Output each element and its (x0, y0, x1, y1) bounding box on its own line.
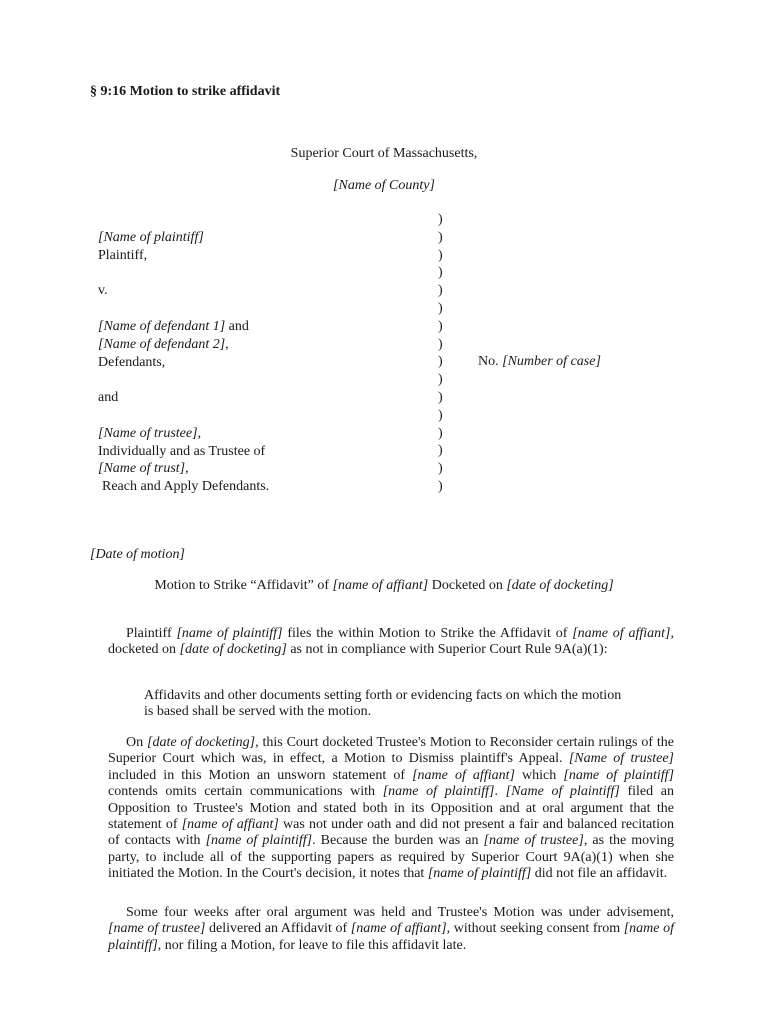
caption-bracket: ) (438, 283, 443, 299)
paragraph-1 (108, 626, 674, 659)
text-run: , this Court docketed Trustee's Motion to Reconsider certain rulings of the Superior Court which was, in effect, a Motion to Dismiss plaintiff's Appeal. (108, 735, 674, 767)
placeholder-run: [Name of trustee] (568, 751, 674, 767)
section-heading: § 9:16 Motion to strike affidavit (90, 84, 281, 99)
placeholder-run: [name of affiant] (350, 921, 447, 937)
text-run: , as the moving party, to include all of the supporting papers as required by Superior Court 9A(a)(1) when she initiated the Motion. In the Court's decision, it notes that (108, 833, 674, 882)
placeholder-run: [name of plaintiff] (382, 784, 495, 800)
motion-title-docketing: [date of docketing] (506, 578, 614, 593)
trust-comma: , (185, 461, 189, 477)
caption-bracket: ) (438, 461, 443, 477)
placeholder-run: [name of affiant] (412, 767, 515, 783)
text-run: as not in compliance with Superior Court Rule 9A(a)(1): (286, 642, 608, 658)
text-run: filed an Opposition to Trustee's Motion and stated both in its Opposition and at oral argument that the statement of (108, 784, 674, 833)
placeholder-run: [Name of plaintiff] (505, 784, 620, 800)
caption-bracket: ) (438, 229, 443, 245)
plaintiff-name: [Name of plaintiff] (98, 230, 204, 245)
motion-title-affiant: [name of affiant] (332, 578, 429, 593)
placeholder-run: [name of plaintiff] (205, 833, 313, 849)
caption-bracket: ) (438, 318, 443, 334)
caption-bracket: ) (438, 336, 443, 352)
text-run: , without seeking consent from (446, 921, 624, 937)
and-label: and (98, 390, 119, 406)
versus-label: v. (98, 283, 108, 299)
caption-bracket: ) (438, 212, 443, 227)
caption-bracket-column (438, 211, 443, 496)
caption-bracket: ) (438, 407, 443, 423)
caption-bracket: ) (438, 478, 443, 494)
date-of-motion: [Date of motion] (90, 547, 185, 562)
defendant-1-and: and (225, 318, 249, 334)
text-run: was not under oath and did not present a fair and balanced recitation of contacts with (108, 817, 675, 849)
county-name: [Name of County] (333, 178, 435, 193)
defendant-2-line (98, 336, 269, 354)
motion-title-part1: Motion to Strike “Affidavit” of (154, 578, 333, 593)
placeholder-run: [name of affiant] (181, 817, 279, 833)
block-quote: Affidavits and other documents setting forth or evidencing facts on which the motion is based shall be served with the motion. (144, 688, 622, 720)
placeholder-run: [name of plaintiff] (427, 866, 532, 882)
text-run: . Because the burden was an (312, 833, 484, 849)
caption-bracket: ) (438, 372, 443, 388)
case-number-label: No. (478, 354, 503, 369)
text-run: included in this Motion an unsworn statement of (108, 767, 413, 783)
caption-bracket: ) (438, 354, 443, 370)
text-run: Plaintiff (126, 626, 177, 641)
defendant-1-name: [Name of defendant 1] (98, 318, 226, 334)
caption-bracket: ) (438, 300, 443, 316)
trust-line (98, 460, 269, 478)
trust-name: [Name of trust] (98, 461, 186, 477)
plaintiff-label: Plaintiff, (98, 247, 148, 263)
text-run: , docketed on (108, 626, 675, 658)
placeholder-run: [date of docketing] (147, 735, 256, 750)
reach-apply-label: Reach and Apply Defendants. (102, 479, 270, 495)
caption-bracket: ) (438, 443, 443, 459)
caption-bracket: ) (438, 247, 443, 263)
placeholder-run: [name of plaintiff] (108, 921, 674, 953)
caption-bracket: ) (438, 265, 443, 281)
paragraph-2 (108, 735, 674, 883)
placeholder-run: [date of docketing] (179, 642, 287, 658)
placeholder-run: [name of plaintiff] (176, 626, 283, 641)
motion-title-part2: Docketed on (428, 578, 507, 593)
defendant-2-comma: , (225, 336, 229, 352)
court-name: Superior Court of Massachusetts, (290, 146, 478, 161)
defendants-label: Defendants, (98, 354, 166, 370)
trustee-line (98, 425, 269, 443)
text-run: delivered an Affidavit of (205, 921, 351, 937)
trustee-comma: , (197, 425, 202, 441)
individually-label: Individually and as Trustee of (98, 443, 266, 459)
caption-bracket: ) (438, 425, 443, 441)
text-run: , nor filing a Motion, for leave to file this affidavit late. (157, 937, 467, 953)
case-caption-parties (98, 229, 269, 496)
placeholder-run: [name of trustee] (483, 833, 584, 849)
text-run: did not file an affidavit. (531, 866, 668, 882)
text-run: Some four weeks after oral argument was held and Trustee's Motion was under advisement, (126, 905, 674, 920)
text-run: files the within Motion to Strike the Affidavit of (282, 626, 573, 641)
placeholder-run: [name of affiant] (572, 626, 671, 641)
text-run: contends omits certain communications with (108, 784, 383, 800)
text-run: which (514, 767, 564, 783)
text-run: . (494, 784, 506, 800)
motion-title (0, 578, 768, 594)
trustee-name: [Name of trustee] (98, 425, 198, 441)
paragraph-3 (108, 905, 674, 954)
case-number (478, 354, 601, 370)
placeholder-run: [name of plaintiff] (563, 767, 675, 783)
placeholder-run: [name of trustee] (108, 921, 206, 937)
text-run: On (126, 735, 147, 750)
defendant-2-name: [Name of defendant 2] (98, 336, 226, 352)
caption-bracket: ) (438, 389, 443, 405)
case-number-value: [Number of case] (502, 354, 601, 369)
defendant-1-line (98, 318, 269, 336)
